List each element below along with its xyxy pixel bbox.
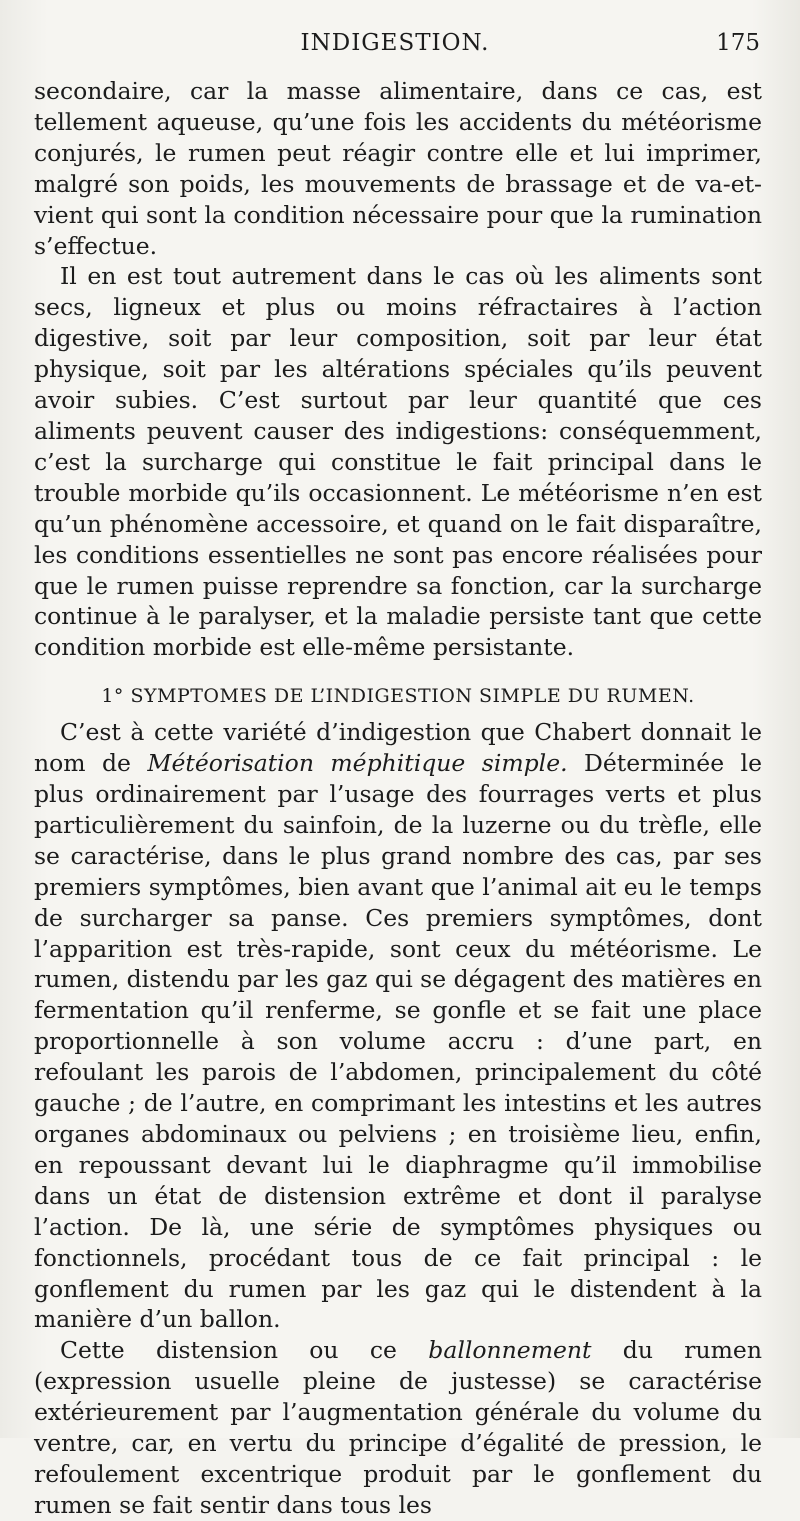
section-heading: 1° SYMPTOMES DE L’INDIGESTION SIMPLE DU RUMEN.: [101, 685, 695, 708]
body-text: [34, 76, 762, 1521]
paragraph-ballonnement-italic: ballonnement: [428, 1336, 592, 1365]
paragraph-ballonnement: [34, 1335, 762, 1520]
paragraph-dry-food: Il en est tout autrement dans le cas où les aliments sont secs, ligneux et plus ou moins réfractaires à l’action digestive, soit par leur composition, soit par leur état physique, soit par les altérations spéciales qu’ils peuvent avoir subies. C’est surtout par leur quantité que ces aliments peuvent causer des indigestions: conséquemment, c’est la surcharge qui constitue le fait principal dans le trouble morbide qu’ils occasionnent. Le météorisme n’en est qu’un phénomène accessoire, et quand on le fait disparaître, les conditions essentielles ne sont pas encore réalisées pour que le rumen puisse reprendre sa fonction, car la surcharge continue à le paralyser, et la maladie persiste tant que cette condition morbide est elle-même persistante.: [34, 262, 762, 662]
paragraph-symptoms: [34, 717, 762, 1335]
paragraph-ballonnement-start: Cette distension ou ce: [60, 1336, 429, 1365]
paragraph-symptoms-start: C’est à cette variété d’indigestion que Chabert donnait le nom de: [34, 718, 762, 778]
paragraph-symptoms-end: Déterminée le plus ordinairement par l’usage des fourrages verts et plus particulièrement du sainfoin, de la luzerne ou du trèfle, elle se caractérise, dans le plus grand nombre des cas, par ses premiers symptômes, bien avant que l’animal ait eu le temps de surcharger sa panse. Ces premiers symptômes, dont l’apparition est très-rapide, sont ceux du météorisme. Le rumen, distendu par les gaz qui se dégagent des matières en fermentation qu’il renferme, se gonfle et se fait une place proportionnelle à son volume accru : d’une part, en refoulant les parois de l’abdomen, principalement du côté gauche ; de l’autre, en comprimant les intestins et les autres organes abdominaux ou pelviens ; en troisième lieu, enfin, en repoussant devant lui le diaphragme qu’il immobilise dans un état de distension extrême et dont il paralyse l’action. De là, une série de symptômes physiques ou fonctionnels, procédant tous de ce fait principal : le gonflement du rumen par les gaz qui le distendent à la manière d’un ballon.: [34, 749, 762, 1334]
page-number: 175: [716, 30, 760, 56]
paragraph-symptoms-italic: Météorisation méphitique simple.: [147, 749, 568, 778]
paragraph-ballonnement-end: du rumen (expression usuelle pleine de justesse) se caractérise extérieurement par l’augmentation générale du volume du ventre, car, en vertu du principe d’égalité de pression, le refoulement excentrique produit par le gonflement du rumen se fait sentir dans tous les: [34, 1336, 762, 1519]
running-title: INDIGESTION.: [300, 30, 490, 56]
paragraph-continuation: secondaire, car la masse alimentaire, dans ce cas, est tellement aqueuse, qu’une fois les accidents du météorisme conjurés, le rumen peut réagir contre elle et lui imprimer, malgré son poids, les mouvements de brassage et de va-et-vient qui sont la condition nécessaire pour que la rumination s’effectue.: [34, 77, 762, 260]
page-header: [30, 30, 760, 64]
